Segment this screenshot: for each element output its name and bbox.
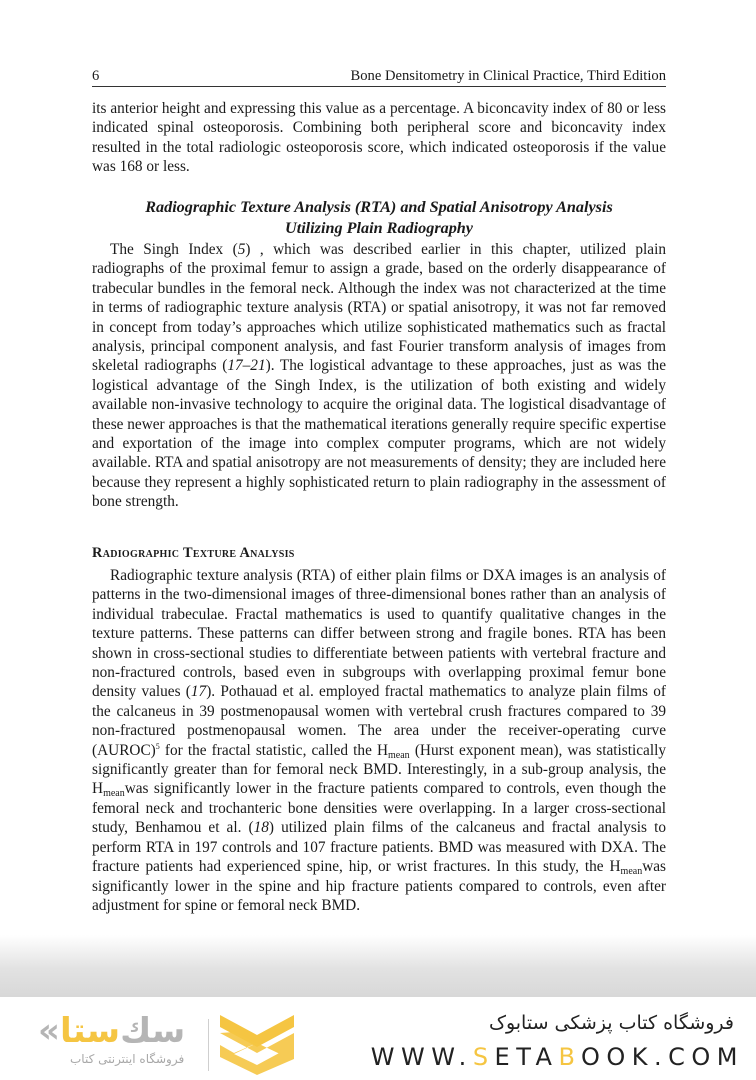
citation-ref: 17–21	[227, 357, 266, 375]
text-run: ). The logistical advantage to these approaches, just as was the logistical advantage of the Singh Index, is the utilization of both existing and widely available non-invasive technology to acquire the original data. The logistical disadvantage of these newer approaches is that the mathematical iterations generally require specific expertise and exportation of the image into complex computer programs, which are not widely available. RTA and spatial anisotropy are not measurements of density; they are included here because they represent a highly sophisticated return to plain radiography in the assessment of bone strength.	[92, 357, 666, 511]
shop-name: فروشگاه کتاب پزشکی ستابوک	[488, 1012, 734, 1034]
page-bottom-fade	[0, 935, 756, 997]
paragraph-text: its anterior height and expressing this value as a percentage. A biconcavity index of 80 or less indicated spinal osteoporosis. Combining both peripheral score and biconcavity index resulted in the total radiologic osteoporosis score, which indicated osteoporosis if the value was 168 or less.	[92, 100, 666, 176]
watermark-banner	[0, 997, 756, 1080]
logo-wordmark	[38, 1011, 185, 1051]
text-run: ). Pothauad et al. employed fractal mathematics to analyze plain films of the calcaneus in 39 postmenopausal women with vertebral crush fractures compared to 39 non-fractured postmenopausal women. The area under the receiver-operating curve (AUROC)	[92, 683, 666, 759]
setabook-logo	[30, 1011, 300, 1075]
text-run: was significantly lower in the fracture patients compared to controls, even though the femoral neck and trochanteric bone densities were overlapping. In a larger cross-sectional study, Benhamou et al. (	[92, 780, 666, 837]
subscript-mean: mean	[388, 749, 410, 761]
text-run: for the fractal statistic, called the H	[159, 741, 389, 759]
running-head	[92, 66, 666, 87]
paragraph-text	[92, 566, 666, 915]
text-run: Radiographic texture analysis (RTA) of either plain films or DXA images is an analysis of patterns in the two-dimensional images of three-dimensional bones rather than an analysis of individual trabeculae. Fractal mathematics is used to quantify qualitative changes in the texture patterns. These patterns can differ between strong and fragile bones. RTA has been shown in cross-sectional studies to differentiate between patients with vertebral fracture and non-fractured controls, based even in subgroups with overlapping proximal femur bone density values (	[92, 567, 666, 701]
url-accent-letter: S	[472, 1043, 495, 1071]
url-text: ETA	[494, 1043, 559, 1071]
section-heading-line-2: Utilizing Plain Radiography	[285, 219, 473, 237]
logo-divider	[208, 1019, 209, 1071]
subscript-mean: mean	[103, 788, 125, 800]
subscript-mean: mean	[620, 866, 643, 878]
logo-word-yellow: ﺳﺘﺎ	[59, 1011, 121, 1051]
page-number: 6	[92, 68, 100, 84]
footnote-mark: 5	[155, 741, 160, 751]
citation-ref: 17	[190, 683, 207, 701]
text-run: The Singh Index (	[110, 241, 238, 258]
section-heading	[92, 197, 666, 239]
chevron-badge-icon	[220, 1015, 294, 1075]
book-title: Bone Densitometry in Clinical Practice, Third Edition	[350, 68, 666, 84]
url-text: OOK.COM	[580, 1043, 744, 1071]
paragraph-text	[92, 240, 666, 512]
text-run: (Hurst exponent mean), was statistically significantly greater than for femoral neck BMD. Interestingly, in a sub-group analysis, the H	[92, 741, 666, 798]
shop-url	[371, 1043, 744, 1071]
citation-ref: 18	[253, 819, 269, 837]
url-text: WWW.	[370, 1043, 473, 1071]
text-run: was significantly lower in the spine and hip fracture patients compared to controls, even after adjustment for spine or femoral neck BMD.	[92, 858, 666, 914]
paragraph-singh-index	[92, 240, 666, 512]
logo-word-gray: «ﺳﻚ	[38, 1011, 186, 1051]
paragraph-continuation	[92, 99, 666, 177]
paragraph-rta	[92, 566, 666, 915]
url-accent-letter: B	[558, 1043, 581, 1071]
logo-subtitle: فروشگاه اینترنتی کتاب	[70, 1052, 185, 1066]
text-run: ) utilized plain films of the calcaneus and fractal analysis to perform RTA in 197 controls and 107 fracture patients. BMD was measured with DXA. The fracture patients had experienced spine, hip, or wrist fractures. In this study, the H	[92, 819, 666, 876]
citation-ref: 5	[237, 241, 246, 258]
section-heading-line-1: Radiographic Texture Analysis (RTA) and Spatial Anisotropy Analysis	[145, 198, 613, 216]
subsection-heading: Radiographic Texture Analysis	[92, 545, 295, 561]
text-run: ) , which was described earlier in this chapter, utilized plain radiographs of the proximal femur to assign a grade, based on the orderly disappearance of trabecular bundles in the femoral neck. Although the index was not characterized at the time in terms of radiographic texture analysis (RTA) or spatial anisotropy, it was not far removed in concept from today’s approaches which utilize sophisticated mathematics such as fractal analysis, principal component analysis, and fast Fourier transform analysis of images from skeletal radiographs (	[92, 241, 667, 375]
